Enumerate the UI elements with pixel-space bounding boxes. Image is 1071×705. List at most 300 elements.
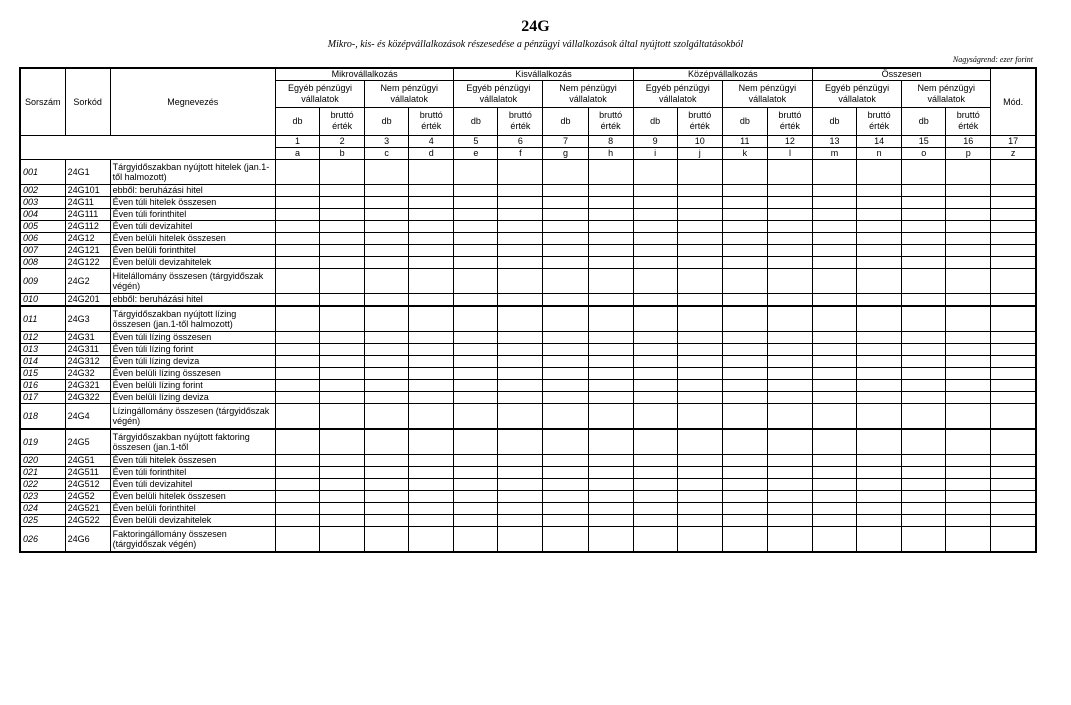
data-cell[interactable]: [365, 403, 409, 429]
data-cell[interactable]: [409, 355, 454, 367]
data-cell[interactable]: [813, 331, 857, 343]
data-cell[interactable]: [275, 454, 319, 466]
data-cell[interactable]: [365, 391, 409, 403]
data-cell[interactable]: [722, 478, 767, 490]
data-cell[interactable]: [677, 331, 722, 343]
data-cell[interactable]: [409, 367, 454, 379]
data-cell[interactable]: [365, 466, 409, 478]
data-cell[interactable]: [498, 514, 543, 526]
data-cell[interactable]: [857, 502, 902, 514]
data-cell[interactable]: [320, 367, 365, 379]
data-cell[interactable]: [857, 256, 902, 268]
data-cell[interactable]: [454, 256, 498, 268]
data-cell[interactable]: [902, 403, 946, 429]
data-cell[interactable]: [813, 268, 857, 293]
data-cell[interactable]: [722, 429, 767, 455]
data-cell[interactable]: [902, 244, 946, 256]
data-cell[interactable]: [588, 220, 633, 232]
data-cell[interactable]: [588, 196, 633, 208]
data-cell[interactable]: [633, 403, 677, 429]
data-cell[interactable]: [813, 220, 857, 232]
data-cell[interactable]: [633, 429, 677, 455]
data-cell[interactable]: [813, 343, 857, 355]
data-cell[interactable]: [365, 306, 409, 332]
data-cell[interactable]: [946, 429, 991, 455]
data-cell[interactable]: [677, 306, 722, 332]
data-cell[interactable]: [275, 232, 319, 244]
data-cell[interactable]: [543, 256, 588, 268]
data-cell[interactable]: [320, 391, 365, 403]
data-cell[interactable]: [409, 184, 454, 196]
data-cell[interactable]: [722, 466, 767, 478]
data-cell[interactable]: [543, 478, 588, 490]
data-cell[interactable]: [991, 208, 1036, 220]
data-cell[interactable]: [365, 220, 409, 232]
data-cell[interactable]: [633, 220, 677, 232]
data-cell[interactable]: [588, 466, 633, 478]
data-cell[interactable]: [275, 466, 319, 478]
data-cell[interactable]: [946, 391, 991, 403]
data-cell[interactable]: [857, 403, 902, 429]
data-cell[interactable]: [722, 196, 767, 208]
data-cell[interactable]: [409, 454, 454, 466]
data-cell[interactable]: [588, 403, 633, 429]
data-cell[interactable]: [365, 429, 409, 455]
data-cell[interactable]: [543, 184, 588, 196]
data-cell[interactable]: [902, 429, 946, 455]
data-cell[interactable]: [813, 502, 857, 514]
data-cell[interactable]: [320, 454, 365, 466]
data-cell[interactable]: [543, 379, 588, 391]
data-cell[interactable]: [543, 466, 588, 478]
data-cell[interactable]: [813, 232, 857, 244]
data-cell[interactable]: [813, 514, 857, 526]
data-cell[interactable]: [857, 367, 902, 379]
data-cell[interactable]: [633, 343, 677, 355]
data-cell[interactable]: [813, 490, 857, 502]
data-cell[interactable]: [588, 331, 633, 343]
data-cell[interactable]: [813, 526, 857, 552]
data-cell[interactable]: [588, 379, 633, 391]
data-cell[interactable]: [588, 502, 633, 514]
data-cell[interactable]: [275, 306, 319, 332]
data-cell[interactable]: [767, 526, 812, 552]
data-cell[interactable]: [991, 490, 1036, 502]
data-cell[interactable]: [857, 391, 902, 403]
data-cell[interactable]: [320, 196, 365, 208]
data-cell[interactable]: [722, 159, 767, 184]
data-cell[interactable]: [633, 331, 677, 343]
data-cell[interactable]: [275, 244, 319, 256]
data-cell[interactable]: [677, 526, 722, 552]
data-cell[interactable]: [677, 391, 722, 403]
data-cell[interactable]: [275, 268, 319, 293]
data-cell[interactable]: [857, 379, 902, 391]
data-cell[interactable]: [902, 220, 946, 232]
data-cell[interactable]: [677, 232, 722, 244]
data-cell[interactable]: [813, 478, 857, 490]
data-cell[interactable]: [902, 208, 946, 220]
data-cell[interactable]: [633, 379, 677, 391]
data-cell[interactable]: [498, 466, 543, 478]
data-cell[interactable]: [857, 478, 902, 490]
data-cell[interactable]: [543, 526, 588, 552]
data-cell[interactable]: [857, 454, 902, 466]
data-cell[interactable]: [320, 403, 365, 429]
data-cell[interactable]: [409, 196, 454, 208]
data-cell[interactable]: [633, 256, 677, 268]
data-cell[interactable]: [454, 343, 498, 355]
data-cell[interactable]: [320, 466, 365, 478]
data-cell[interactable]: [543, 208, 588, 220]
data-cell[interactable]: [588, 454, 633, 466]
data-cell[interactable]: [498, 490, 543, 502]
data-cell[interactable]: [498, 478, 543, 490]
data-cell[interactable]: [722, 526, 767, 552]
data-cell[interactable]: [588, 429, 633, 455]
data-cell[interactable]: [813, 403, 857, 429]
data-cell[interactable]: [320, 293, 365, 306]
data-cell[interactable]: [588, 293, 633, 306]
data-cell[interactable]: [365, 196, 409, 208]
data-cell[interactable]: [946, 379, 991, 391]
data-cell[interactable]: [320, 159, 365, 184]
data-cell[interactable]: [991, 244, 1036, 256]
data-cell[interactable]: [320, 379, 365, 391]
data-cell[interactable]: [857, 514, 902, 526]
data-cell[interactable]: [722, 514, 767, 526]
data-cell[interactable]: [902, 502, 946, 514]
data-cell[interactable]: [275, 429, 319, 455]
data-cell[interactable]: [813, 159, 857, 184]
data-cell[interactable]: [767, 478, 812, 490]
data-cell[interactable]: [409, 232, 454, 244]
data-cell[interactable]: [365, 293, 409, 306]
data-cell[interactable]: [813, 466, 857, 478]
data-cell[interactable]: [498, 184, 543, 196]
data-cell[interactable]: [454, 220, 498, 232]
data-cell[interactable]: [722, 306, 767, 332]
data-cell[interactable]: [813, 196, 857, 208]
data-cell[interactable]: [543, 293, 588, 306]
data-cell[interactable]: [991, 367, 1036, 379]
data-cell[interactable]: [991, 514, 1036, 526]
data-cell[interactable]: [498, 391, 543, 403]
data-cell[interactable]: [991, 220, 1036, 232]
data-cell[interactable]: [365, 367, 409, 379]
data-cell[interactable]: [946, 367, 991, 379]
data-cell[interactable]: [498, 502, 543, 514]
data-cell[interactable]: [275, 196, 319, 208]
data-cell[interactable]: [946, 220, 991, 232]
data-cell[interactable]: [409, 220, 454, 232]
data-cell[interactable]: [409, 208, 454, 220]
data-cell[interactable]: [946, 490, 991, 502]
data-cell[interactable]: [857, 232, 902, 244]
data-cell[interactable]: [857, 306, 902, 332]
data-cell[interactable]: [902, 343, 946, 355]
data-cell[interactable]: [767, 244, 812, 256]
data-cell[interactable]: [722, 268, 767, 293]
data-cell[interactable]: [275, 502, 319, 514]
data-cell[interactable]: [677, 403, 722, 429]
data-cell[interactable]: [633, 196, 677, 208]
data-cell[interactable]: [767, 514, 812, 526]
data-cell[interactable]: [633, 466, 677, 478]
data-cell[interactable]: [722, 490, 767, 502]
data-cell[interactable]: [320, 478, 365, 490]
data-cell[interactable]: [991, 379, 1036, 391]
data-cell[interactable]: [365, 379, 409, 391]
data-cell[interactable]: [946, 268, 991, 293]
data-cell[interactable]: [946, 196, 991, 208]
data-cell[interactable]: [946, 232, 991, 244]
data-cell[interactable]: [498, 208, 543, 220]
data-cell[interactable]: [767, 184, 812, 196]
data-cell[interactable]: [767, 256, 812, 268]
data-cell[interactable]: [320, 244, 365, 256]
data-cell[interactable]: [677, 220, 722, 232]
data-cell[interactable]: [946, 244, 991, 256]
data-cell[interactable]: [320, 256, 365, 268]
data-cell[interactable]: [409, 429, 454, 455]
data-cell[interactable]: [454, 184, 498, 196]
data-cell[interactable]: [275, 343, 319, 355]
data-cell[interactable]: [677, 478, 722, 490]
data-cell[interactable]: [857, 208, 902, 220]
data-cell[interactable]: [991, 159, 1036, 184]
data-cell[interactable]: [365, 526, 409, 552]
data-cell[interactable]: [543, 502, 588, 514]
data-cell[interactable]: [498, 196, 543, 208]
data-cell[interactable]: [454, 514, 498, 526]
data-cell[interactable]: [813, 429, 857, 455]
data-cell[interactable]: [320, 306, 365, 332]
data-cell[interactable]: [543, 514, 588, 526]
data-cell[interactable]: [454, 454, 498, 466]
data-cell[interactable]: [902, 514, 946, 526]
data-cell[interactable]: [991, 196, 1036, 208]
data-cell[interactable]: [498, 367, 543, 379]
data-cell[interactable]: [454, 244, 498, 256]
data-cell[interactable]: [902, 268, 946, 293]
data-cell[interactable]: [320, 355, 365, 367]
data-cell[interactable]: [498, 220, 543, 232]
data-cell[interactable]: [588, 232, 633, 244]
data-cell[interactable]: [722, 184, 767, 196]
data-cell[interactable]: [365, 232, 409, 244]
data-cell[interactable]: [991, 184, 1036, 196]
data-cell[interactable]: [454, 391, 498, 403]
data-cell[interactable]: [813, 367, 857, 379]
data-cell[interactable]: [767, 466, 812, 478]
data-cell[interactable]: [946, 208, 991, 220]
data-cell[interactable]: [365, 454, 409, 466]
data-cell[interactable]: [677, 466, 722, 478]
data-cell[interactable]: [902, 355, 946, 367]
data-cell[interactable]: [946, 454, 991, 466]
data-cell[interactable]: [813, 391, 857, 403]
data-cell[interactable]: [498, 355, 543, 367]
data-cell[interactable]: [320, 331, 365, 343]
data-cell[interactable]: [633, 391, 677, 403]
data-cell[interactable]: [813, 184, 857, 196]
data-cell[interactable]: [722, 355, 767, 367]
data-cell[interactable]: [543, 391, 588, 403]
data-cell[interactable]: [365, 514, 409, 526]
data-cell[interactable]: [767, 343, 812, 355]
data-cell[interactable]: [902, 526, 946, 552]
data-cell[interactable]: [543, 355, 588, 367]
data-cell[interactable]: [767, 403, 812, 429]
data-cell[interactable]: [498, 256, 543, 268]
data-cell[interactable]: [677, 343, 722, 355]
data-cell[interactable]: [991, 232, 1036, 244]
data-cell[interactable]: [409, 466, 454, 478]
data-cell[interactable]: [498, 293, 543, 306]
data-cell[interactable]: [275, 208, 319, 220]
data-cell[interactable]: [588, 343, 633, 355]
data-cell[interactable]: [409, 379, 454, 391]
data-cell[interactable]: [409, 306, 454, 332]
data-cell[interactable]: [633, 355, 677, 367]
data-cell[interactable]: [991, 256, 1036, 268]
data-cell[interactable]: [365, 256, 409, 268]
data-cell[interactable]: [991, 526, 1036, 552]
data-cell[interactable]: [409, 391, 454, 403]
data-cell[interactable]: [409, 490, 454, 502]
data-cell[interactable]: [588, 268, 633, 293]
data-cell[interactable]: [722, 293, 767, 306]
data-cell[interactable]: [498, 343, 543, 355]
data-cell[interactable]: [857, 196, 902, 208]
data-cell[interactable]: [813, 355, 857, 367]
data-cell[interactable]: [991, 478, 1036, 490]
data-cell[interactable]: [677, 268, 722, 293]
data-cell[interactable]: [633, 232, 677, 244]
data-cell[interactable]: [543, 196, 588, 208]
data-cell[interactable]: [498, 429, 543, 455]
data-cell[interactable]: [454, 355, 498, 367]
data-cell[interactable]: [902, 478, 946, 490]
data-cell[interactable]: [588, 159, 633, 184]
data-cell[interactable]: [365, 244, 409, 256]
data-cell[interactable]: [677, 454, 722, 466]
data-cell[interactable]: [991, 454, 1036, 466]
data-cell[interactable]: [633, 367, 677, 379]
data-cell[interactable]: [857, 355, 902, 367]
data-cell[interactable]: [633, 184, 677, 196]
data-cell[interactable]: [902, 184, 946, 196]
data-cell[interactable]: [275, 526, 319, 552]
data-cell[interactable]: [991, 293, 1036, 306]
data-cell[interactable]: [677, 208, 722, 220]
data-cell[interactable]: [275, 184, 319, 196]
data-cell[interactable]: [454, 306, 498, 332]
data-cell[interactable]: [722, 391, 767, 403]
data-cell[interactable]: [498, 306, 543, 332]
data-cell[interactable]: [767, 232, 812, 244]
data-cell[interactable]: [275, 355, 319, 367]
data-cell[interactable]: [365, 355, 409, 367]
data-cell[interactable]: [767, 159, 812, 184]
data-cell[interactable]: [767, 391, 812, 403]
data-cell[interactable]: [677, 159, 722, 184]
data-cell[interactable]: [543, 343, 588, 355]
data-cell[interactable]: [454, 478, 498, 490]
data-cell[interactable]: [767, 293, 812, 306]
data-cell[interactable]: [946, 466, 991, 478]
data-cell[interactable]: [320, 184, 365, 196]
data-cell[interactable]: [857, 490, 902, 502]
data-cell[interactable]: [275, 490, 319, 502]
data-cell[interactable]: [365, 268, 409, 293]
data-cell[interactable]: [633, 502, 677, 514]
data-cell[interactable]: [767, 355, 812, 367]
data-cell[interactable]: [409, 256, 454, 268]
data-cell[interactable]: [767, 196, 812, 208]
data-cell[interactable]: [588, 184, 633, 196]
data-cell[interactable]: [365, 208, 409, 220]
data-cell[interactable]: [902, 196, 946, 208]
data-cell[interactable]: [767, 268, 812, 293]
data-cell[interactable]: [677, 490, 722, 502]
data-cell[interactable]: [365, 331, 409, 343]
data-cell[interactable]: [320, 502, 365, 514]
data-cell[interactable]: [722, 454, 767, 466]
data-cell[interactable]: [320, 208, 365, 220]
data-cell[interactable]: [320, 526, 365, 552]
data-cell[interactable]: [767, 502, 812, 514]
data-cell[interactable]: [454, 367, 498, 379]
data-cell[interactable]: [677, 367, 722, 379]
data-cell[interactable]: [409, 514, 454, 526]
data-cell[interactable]: [633, 268, 677, 293]
data-cell[interactable]: [991, 355, 1036, 367]
data-cell[interactable]: [365, 490, 409, 502]
data-cell[interactable]: [991, 268, 1036, 293]
data-cell[interactable]: [588, 355, 633, 367]
data-cell[interactable]: [857, 293, 902, 306]
data-cell[interactable]: [365, 184, 409, 196]
data-cell[interactable]: [543, 244, 588, 256]
data-cell[interactable]: [991, 429, 1036, 455]
data-cell[interactable]: [498, 454, 543, 466]
data-cell[interactable]: [902, 232, 946, 244]
data-cell[interactable]: [498, 232, 543, 244]
data-cell[interactable]: [543, 403, 588, 429]
data-cell[interactable]: [320, 490, 365, 502]
data-cell[interactable]: [409, 343, 454, 355]
data-cell[interactable]: [991, 306, 1036, 332]
data-cell[interactable]: [946, 502, 991, 514]
data-cell[interactable]: [902, 490, 946, 502]
data-cell[interactable]: [633, 514, 677, 526]
data-cell[interactable]: [767, 331, 812, 343]
data-cell[interactable]: [543, 331, 588, 343]
data-cell[interactable]: [454, 331, 498, 343]
data-cell[interactable]: [813, 454, 857, 466]
data-cell[interactable]: [275, 391, 319, 403]
data-cell[interactable]: [946, 478, 991, 490]
data-cell[interactable]: [813, 244, 857, 256]
data-cell[interactable]: [767, 454, 812, 466]
data-cell[interactable]: [454, 379, 498, 391]
data-cell[interactable]: [409, 244, 454, 256]
data-cell[interactable]: [946, 331, 991, 343]
data-cell[interactable]: [813, 306, 857, 332]
data-cell[interactable]: [902, 367, 946, 379]
